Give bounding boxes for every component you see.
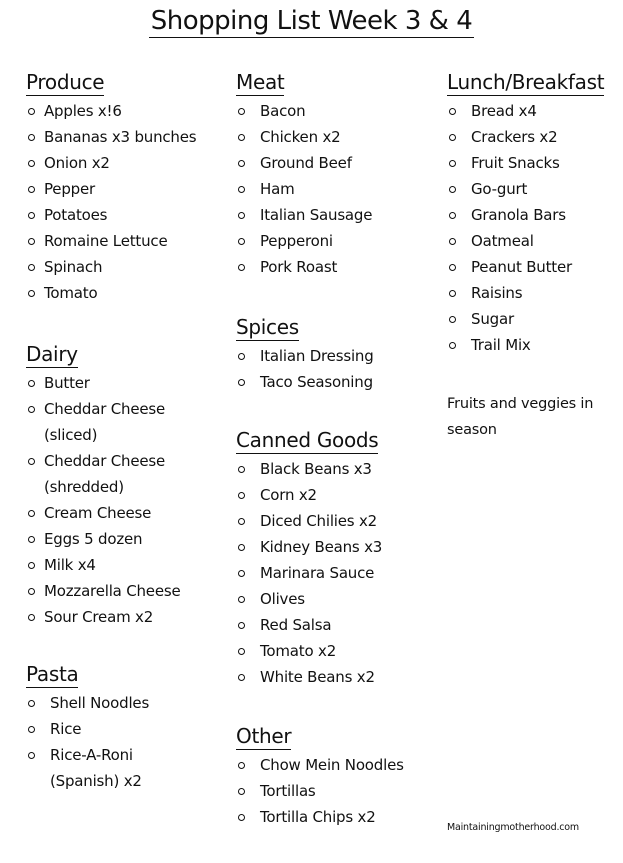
section-heading: Canned Goods — [236, 428, 379, 452]
bullet-icon — [238, 264, 245, 271]
bullet-icon — [449, 264, 456, 271]
section-heading: Lunch/Breakfast — [447, 70, 605, 94]
section-meat — [236, 70, 431, 280]
list-item: Mozzarella Cheese — [26, 578, 216, 604]
bullet-icon — [238, 544, 245, 551]
list-item: Sugar — [447, 306, 617, 332]
bullet-icon — [28, 290, 35, 297]
list-item: Peanut Butter — [447, 254, 617, 280]
section-heading: Produce — [26, 70, 105, 94]
bullet-icon — [238, 788, 245, 795]
bullet-icon — [449, 212, 456, 219]
list-item: Potatoes — [26, 202, 216, 228]
list-item: Rice-A-Roni (Spanish) x2 — [26, 742, 160, 794]
bullet-icon — [238, 108, 245, 115]
item-list — [26, 98, 216, 306]
list-item: Olives — [236, 586, 431, 612]
list-item: Eggs 5 dozen — [26, 526, 216, 552]
bullet-icon — [28, 614, 35, 621]
list-item: Crackers x2 — [447, 124, 617, 150]
item-list — [236, 752, 431, 830]
list-item: Chicken x2 — [236, 124, 431, 150]
list-item: Bananas x3 bunches — [26, 124, 216, 150]
section-spices — [236, 315, 431, 395]
list-item: White Beans x2 — [236, 664, 431, 690]
bullet-icon — [449, 160, 456, 167]
list-item: Milk x4 — [26, 552, 216, 578]
list-item: Raisins — [447, 280, 617, 306]
bullet-icon — [238, 762, 245, 769]
list-item: Bacon — [236, 98, 431, 124]
bullet-icon — [238, 648, 245, 655]
bullet-icon — [28, 160, 35, 167]
list-item: Diced Chilies x2 — [236, 508, 431, 534]
list-item: Bread x4 — [447, 98, 617, 124]
list-item: Granola Bars — [447, 202, 617, 228]
list-item: Trail Mix — [447, 332, 617, 358]
section-heading: Spices — [236, 315, 299, 339]
bullet-icon — [449, 134, 456, 141]
bullet-icon — [28, 380, 35, 387]
bullet-icon — [28, 536, 35, 543]
bullet-icon — [238, 814, 245, 821]
section-pasta — [26, 662, 216, 794]
list-item: Italian Dressing — [236, 343, 431, 369]
list-item: Tortillas — [236, 778, 431, 804]
bullet-icon — [449, 186, 456, 193]
item-list — [236, 456, 431, 690]
list-item: Black Beans x3 — [236, 456, 431, 482]
list-item: Pepper — [26, 176, 216, 202]
bullet-icon — [28, 588, 35, 595]
bullet-icon — [238, 570, 245, 577]
list-item: Cream Cheese — [26, 500, 216, 526]
list-item: Sour Cream x2 — [26, 604, 216, 630]
list-item: Ham — [236, 176, 431, 202]
list-item: Kidney Beans x3 — [236, 534, 431, 560]
list-item: Butter — [26, 370, 216, 396]
bullet-icon — [28, 510, 35, 517]
section-heading: Dairy — [26, 342, 78, 366]
item-list — [26, 690, 216, 794]
bullet-icon — [449, 290, 456, 297]
bullet-icon — [238, 596, 245, 603]
section-heading: Pasta — [26, 662, 79, 686]
list-item: Rice — [26, 716, 216, 742]
bullet-icon — [28, 458, 35, 465]
bullet-icon — [28, 134, 35, 141]
bullet-icon — [28, 212, 35, 219]
bullet-icon — [449, 238, 456, 245]
list-item: Fruit Snacks — [447, 150, 617, 176]
bullet-icon — [238, 518, 245, 525]
bullet-icon — [238, 134, 245, 141]
bullet-icon — [238, 379, 245, 386]
item-list — [447, 98, 617, 358]
bullet-icon — [28, 752, 35, 759]
bullet-icon — [238, 238, 245, 245]
list-item: Onion x2 — [26, 150, 216, 176]
bullet-icon — [238, 492, 245, 499]
bullet-icon — [28, 186, 35, 193]
section-dairy — [26, 342, 216, 630]
section-produce — [26, 70, 216, 306]
section-heading: Other — [236, 724, 292, 748]
bullet-icon — [238, 674, 245, 681]
season-note: Fruits and veggies in season — [447, 396, 594, 438]
bullet-icon — [449, 316, 456, 323]
bullet-icon — [238, 622, 245, 629]
item-list — [236, 98, 431, 280]
list-item: Apples x!6 — [26, 98, 216, 124]
section-other — [236, 724, 431, 830]
list-item: Go-gurt — [447, 176, 617, 202]
list-item: Pork Roast — [236, 254, 431, 280]
bullet-icon — [28, 108, 35, 115]
bullet-icon — [449, 342, 456, 349]
list-item: Red Salsa — [236, 612, 431, 638]
bullet-icon — [28, 406, 35, 413]
list-item: Corn x2 — [236, 482, 431, 508]
bullet-icon — [238, 466, 245, 473]
list-item: Ground Beef — [236, 150, 431, 176]
item-list — [26, 370, 216, 630]
list-item: Spinach — [26, 254, 216, 280]
section-lunch-breakfast — [447, 70, 617, 358]
bullet-icon — [28, 726, 35, 733]
list-item: Romaine Lettuce — [26, 228, 216, 254]
bullet-icon — [238, 212, 245, 219]
list-item: Cheddar Cheese (shredded) — [26, 448, 216, 500]
list-item: Oatmeal — [447, 228, 617, 254]
list-item: Tomato x2 — [236, 638, 431, 664]
list-item: Taco Seasoning — [236, 369, 431, 395]
item-list — [236, 343, 431, 395]
list-item: Tortilla Chips x2 — [236, 804, 431, 830]
list-item: Tomato — [26, 280, 216, 306]
section-canned-goods — [236, 428, 431, 690]
footer-credit: Maintainingmotherhood.com — [447, 822, 579, 833]
list-item: Chow Mein Noodles — [236, 752, 431, 778]
bullet-icon — [28, 700, 35, 707]
bullet-icon — [28, 238, 35, 245]
bullet-icon — [28, 562, 35, 569]
section-heading: Meat — [236, 70, 285, 94]
bullet-icon — [238, 160, 245, 167]
bullet-icon — [28, 264, 35, 271]
list-item: Shell Noodles — [26, 690, 216, 716]
list-item: Italian Sausage — [236, 202, 431, 228]
list-item: Marinara Sauce — [236, 560, 431, 586]
list-item: Cheddar Cheese (sliced) — [26, 396, 216, 448]
list-item: Pepperoni — [236, 228, 431, 254]
bullet-icon — [238, 186, 245, 193]
bullet-icon — [449, 108, 456, 115]
page-title: Shopping List Week 3 & 4 — [150, 6, 473, 36]
bullet-icon — [238, 353, 245, 360]
